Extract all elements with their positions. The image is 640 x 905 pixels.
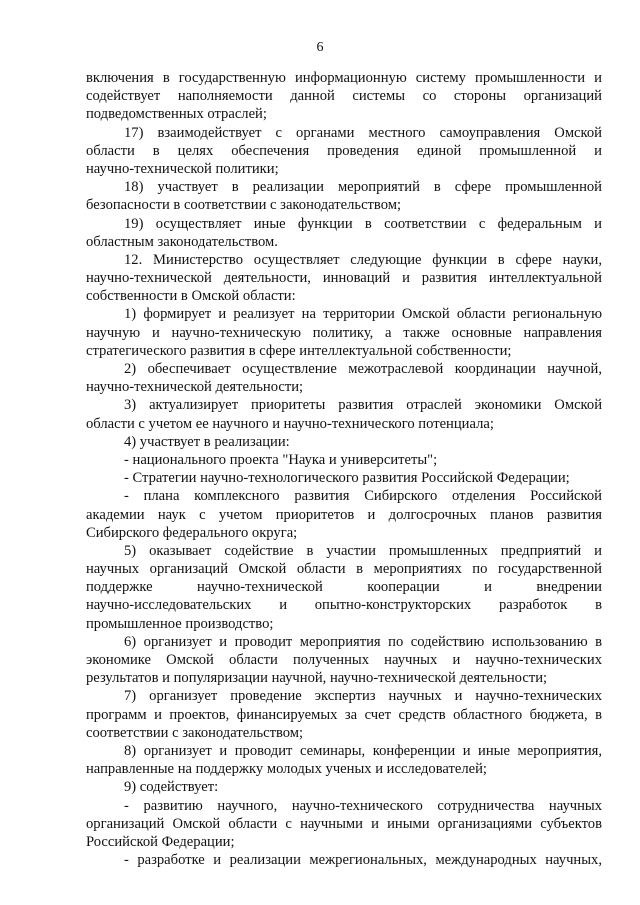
text-line: - разработке и реализации межрегиональных, международных научных, xyxy=(124,852,602,869)
text-line: поддержке научно-технической кооперации и внедрении xyxy=(86,579,602,596)
text-line: 12. Министерство осуществляет следующие функции в сфере науки, xyxy=(124,251,602,268)
text-line: научных организаций Омской области в мероприятиях по государственной xyxy=(86,561,602,578)
text-line: соответствии с законодательством; xyxy=(86,724,304,741)
text-line: организаций Омской области с научными и иными организациями субъектов xyxy=(86,815,602,832)
text-line: научно-исследовательских и опытно-конструкторских разработок в xyxy=(86,597,602,614)
text-line: Российской Федерации; xyxy=(86,833,235,850)
page-number: 6 xyxy=(316,40,324,55)
text-line: научную и научно-техническую политику, а также основные направления xyxy=(86,324,602,341)
text-line: 3) актуализирует приоритеты развития отраслей экономики Омской xyxy=(124,397,602,414)
text-line: научно-технической деятельности; xyxy=(86,379,304,396)
text-line: 9) содействует: xyxy=(124,779,219,796)
text-line: безопасности в соответствии с законодательством; xyxy=(86,197,402,214)
text-line: программ и проектов, финансируемых за счет средств областного бюджета, в xyxy=(86,706,602,723)
text-line: научно-технической политики; xyxy=(86,160,279,177)
text-line: областным законодательством. xyxy=(86,233,278,250)
text-line: области с учетом ее научного и научно-технического потенциала; xyxy=(86,415,494,432)
text-line: 8) организует и проводит семинары, конференции и иные мероприятия, xyxy=(124,742,602,759)
text-line: 4) участвует в реализации: xyxy=(124,433,290,450)
text-line: стратегического развития в сфере интеллектуальной собственности; xyxy=(86,342,512,359)
text-line: 5) оказывает содействие в участии промышленных предприятий и xyxy=(124,542,602,559)
text-line: академии наук с учетом приоритетов и долгосрочных планов развития xyxy=(86,506,602,523)
text-line: экономике Омской области полученных научных и научно-технических xyxy=(86,652,602,668)
text-line: промышленное производство; xyxy=(86,615,274,632)
document-body xyxy=(86,69,602,869)
text-line: - плана комплексного развития Сибирского отделения Российской xyxy=(124,488,602,505)
text-line: 7) организует проведение экспертиз научных и научно-технических xyxy=(124,688,602,705)
text-line: - развитию научного, научно-технического сотрудничества научных xyxy=(124,797,602,814)
text-line: Сибирского федерального округа; xyxy=(86,524,298,541)
text-line: собственности в Омской области: xyxy=(86,288,296,305)
text-line: - Стратегии научно-технологического развития Российской Федерации; xyxy=(124,470,570,487)
text-line: научно-технической деятельности, инноваций и развития интеллектуальной xyxy=(86,270,602,287)
text-line: области в целях обеспечения проведения единой промышленной и xyxy=(86,142,602,159)
text-line: 18) участвует в реализации мероприятий в сфере промышленной xyxy=(124,179,602,196)
text-line: результатов и популяризации научной, научно-технической деятельности; xyxy=(86,670,548,687)
text-line: содействует наполняемости данной системы со стороны организаций xyxy=(86,88,602,105)
text-line: 19) осуществляет иные функции в соответствии с федеральным и xyxy=(124,215,602,232)
text-line: подведомственных отраслей; xyxy=(86,106,267,123)
text-line: 2) обеспечивает осуществление межотраслевой координации научной, xyxy=(124,361,602,377)
text-line: 17) взаимодействует с органами местного самоуправления Омской xyxy=(124,124,602,141)
text-line: включения в государственную информационную систему промышленности и xyxy=(86,70,602,86)
text-line: 1) формирует и реализует на территории Омской области региональную xyxy=(124,306,602,323)
text-line: - национального проекта "Наука и университеты"; xyxy=(124,451,438,468)
text-line: направленные на поддержку молодых ученых и исследователей; xyxy=(86,761,487,778)
text-line: 6) организует и проводит мероприятия по содействию использованию в xyxy=(124,633,602,650)
